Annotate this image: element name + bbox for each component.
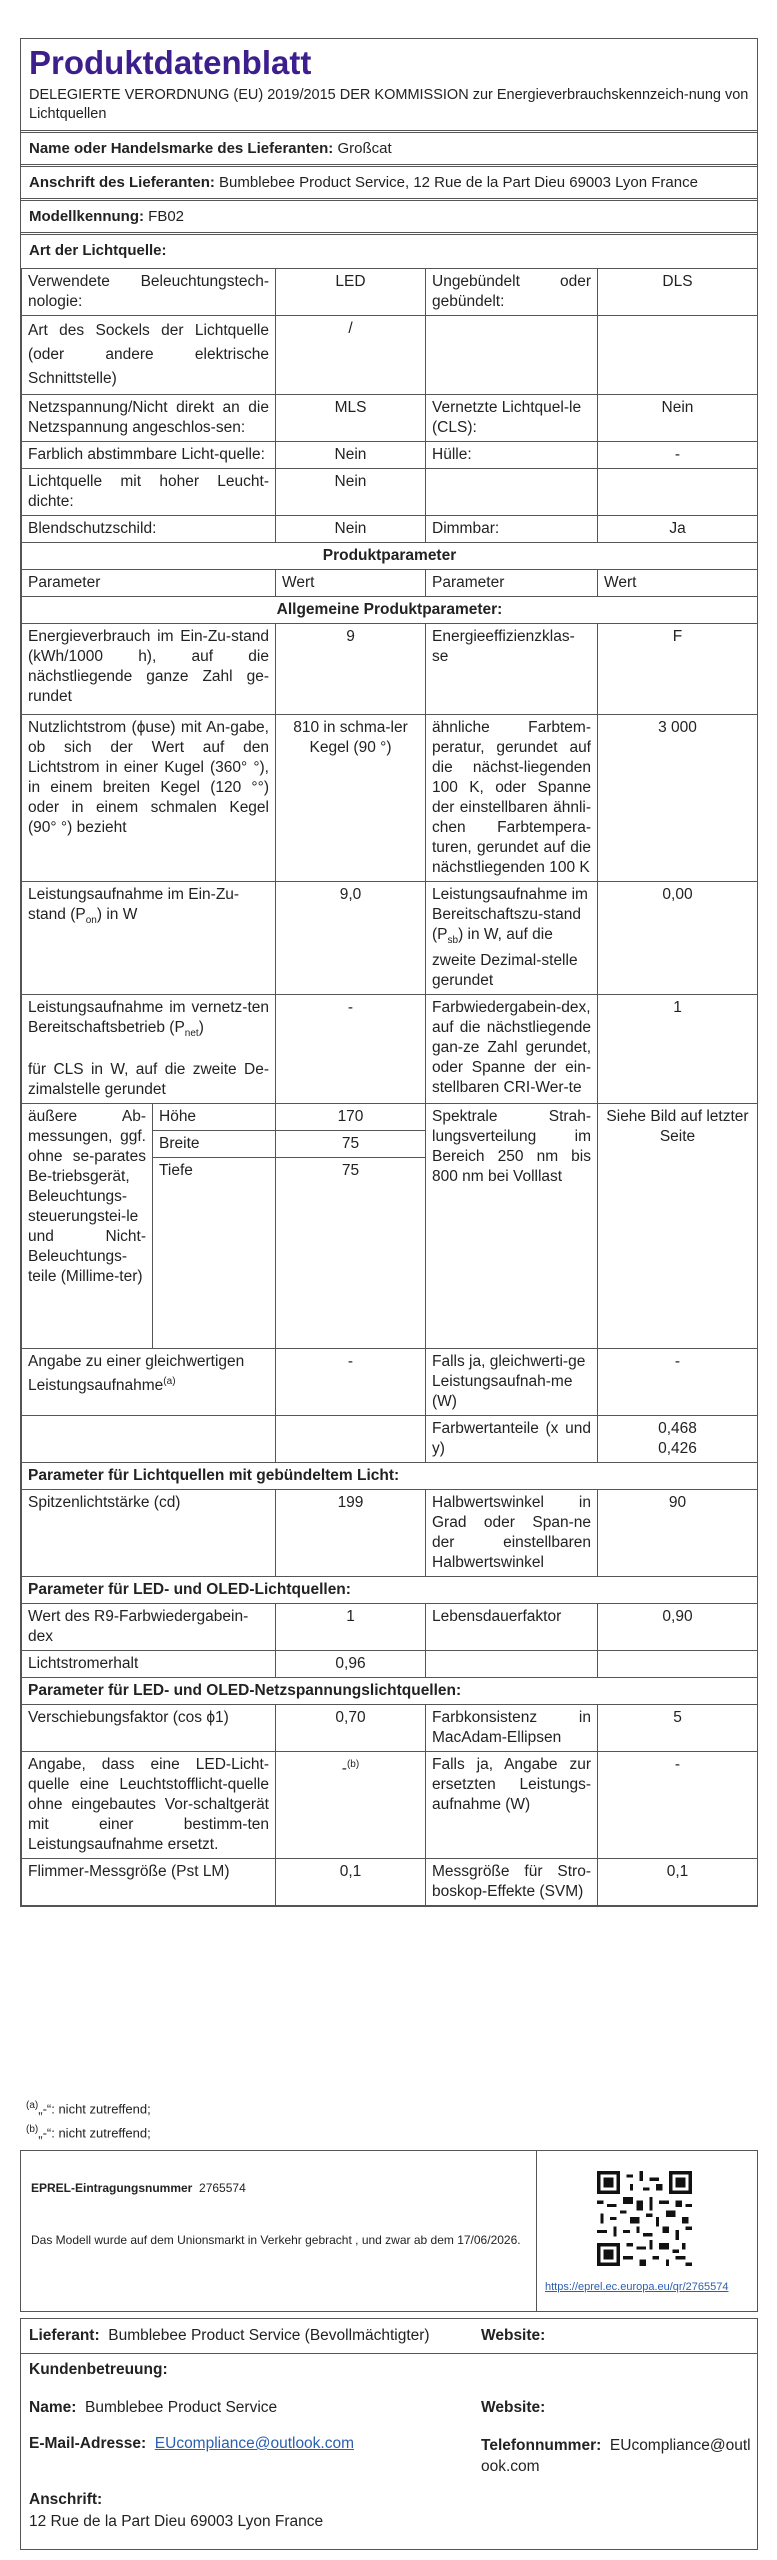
lifetime-value: 0,90 (598, 1604, 758, 1651)
email-label: E-Mail-Adresse: (29, 2435, 147, 2452)
equiv-power-label: Falls ja, gleichwerti-ge Leistungsaufnah-me (W) (426, 1349, 598, 1416)
energy-class-label: Energieeffizienzklas-se (426, 624, 598, 715)
beam-label: Halbwertswinkel in Grad oder Span-ne der einstellbaren Halbwertswinkel (426, 1490, 598, 1577)
pon-tail: ) in W (96, 906, 138, 923)
energy-label: Energieverbrauch im Ein-Zu-stand (kWh/1000 h), auf die nächstliegende ganze Zahl ge-rundet (22, 624, 276, 715)
param-row (22, 1705, 758, 1752)
dls-params-title: Parameter für Lichtquellen mit gebündeltem Licht: (22, 1463, 758, 1490)
cap-type-label: Art des Sockels der Lichtquelle (oder andere elektrische Schnittstelle) (22, 316, 276, 395)
empty-cell (426, 1651, 598, 1678)
param-row (22, 882, 758, 995)
stroboscopic-label: Messgröße für Stro-boskop-Effekte (SVM) (426, 1859, 598, 1906)
type-row (22, 316, 758, 395)
mains-params-title: Parameter für LED- und OLED-Netzspannungslichtquellen: (22, 1678, 758, 1705)
model-label: Modellkennung: (29, 208, 144, 225)
name-row (29, 2399, 277, 2417)
param-row (22, 1651, 758, 1678)
chroma-y: 0,426 (658, 1440, 697, 1458)
empty-cell (598, 1651, 758, 1678)
param-row (22, 624, 758, 715)
glare-shield-label: Blendschutzschild: (22, 516, 276, 543)
address-row (21, 164, 757, 198)
replace-power-value: - (598, 1752, 758, 1859)
page-title: Produktdatenblatt (29, 44, 312, 81)
footnote-b-text: „-“: nicht zutreffend; (38, 2125, 151, 2141)
type-row (22, 395, 758, 442)
replace-sup: (b) (346, 1759, 360, 1771)
footnotes (26, 2095, 151, 2144)
lumen-maint-label: Lichtstromerhalt (22, 1651, 276, 1678)
header-value: Wert (598, 570, 758, 597)
stroboscopic-value: 0,1 (598, 1859, 758, 1906)
model-row (21, 198, 757, 232)
param-row (22, 1490, 758, 1577)
type-table (21, 268, 758, 1906)
pon-label-text: Leistungsaufnahme im Ein-Zu-stand (P (28, 886, 240, 923)
macadam-label: Farbkonsistenz in MacAdam-Ellipsen (426, 1705, 598, 1752)
replace-value (276, 1752, 426, 1859)
param-row (22, 1104, 758, 1349)
brand-row (21, 130, 757, 164)
param-row (22, 995, 758, 1104)
param-row (22, 1604, 758, 1651)
eprel-label: EPREL-Eintragungsnummer (31, 2181, 193, 2195)
glare-shield-value: Nein (276, 516, 426, 543)
param-row (22, 1349, 758, 1416)
divider (21, 2353, 757, 2354)
footnote-a-mark: (a) (26, 2100, 39, 2111)
chroma-label: Farbwertanteile (x und y) (426, 1416, 598, 1463)
email-link[interactable]: EUcompliance@outlook.com (154, 2435, 355, 2452)
eprel-box (20, 2150, 758, 2312)
equiv-label-text: Angabe zu einer gleichwertigen Leistungsaufnahme (28, 1353, 245, 1395)
dimmable-label: Dimmbar: (426, 516, 598, 543)
replace-value-text: - (341, 1760, 347, 1778)
eprel-market-text: Das Modell wurde auf dem Unionsmarkt in Verkehr gebracht , und zwar ab dem 17/06/2026. (31, 2233, 521, 2247)
psb-sub: sb (447, 935, 459, 947)
pnet-label (22, 995, 276, 1104)
cap-type-value: / (276, 316, 426, 395)
param-row (22, 715, 758, 882)
equiv-value: - (276, 1349, 426, 1416)
customer-service-label: Kundenbetreuung: (29, 2361, 168, 2378)
psb-label-text: Leistungsaufnahme im Bereitschaftszu-stand (P (432, 886, 588, 943)
flux-label: Nutzlichtstrom (ϕuse) mit An-gabe, ob sich der Wert auf den Lichtstrom in einer Kugel (360° °), in einem breiten Kegel (120 °°) oder in einem schmalen Kegel (90° °) bezieht (22, 715, 276, 882)
flicker-value: 0,1 (276, 1859, 426, 1906)
high-luminance-label: Lichtquelle mit hoher Leucht-dichte: (22, 469, 276, 516)
footnote-b (26, 2119, 151, 2143)
eprel-info (31, 2181, 551, 2250)
psb-tail: ) in W, auf die zweite Dezimal-stelle gerundet (432, 926, 578, 990)
dim-width-value: 75 (276, 1131, 425, 1158)
section-row (22, 597, 758, 624)
phone-row (481, 2435, 751, 2477)
chroma-x: 0,468 (658, 1420, 697, 1438)
dims-values-cell (276, 1104, 426, 1349)
name-label: Name: (29, 2399, 77, 2416)
address-label: Anschrift: (29, 2491, 103, 2508)
phone-label: Telefonnummer: (481, 2437, 602, 2454)
flicker-label: Flimmer-Messgröße (Pst LM) (22, 1859, 276, 1906)
pon-sub: on (85, 915, 97, 927)
type-row (22, 442, 758, 469)
header-value: Wert (276, 570, 426, 597)
lifetime-label: Lebensdauerfaktor (426, 1604, 598, 1651)
param-row (22, 1859, 758, 1906)
eprel-number: 2765574 (199, 2181, 246, 2195)
eprel-link[interactable]: https://eprel.ec.europa.eu/qr/2765574 (545, 2281, 729, 2293)
footnote-b-mark: (b) (26, 2124, 39, 2136)
dims-cell (22, 1104, 276, 1349)
empty-cell (598, 469, 758, 516)
qr-code-icon (597, 2171, 692, 2266)
equiv-sup: (a) (163, 1376, 176, 1388)
section-row (22, 1678, 758, 1705)
high-luminance-value: Nein (276, 469, 426, 516)
beam-value: 90 (598, 1490, 758, 1577)
param-row (22, 1752, 758, 1859)
dim-width-label: Breite (153, 1131, 275, 1158)
model-value: FB02 (148, 208, 185, 225)
empty-cell (426, 316, 598, 395)
address-value: 12 Rue de la Part Dieu 69003 Lyon France (29, 2513, 324, 2530)
dims-label: äußere Ab-messungen, ggf. ohne se-parates Be-triebsgerät, Beleuchtungs-steuerungstei-le und Nicht-Beleuchtungs-teile (Millime-ter) (22, 1104, 153, 1348)
mains-value: MLS (276, 395, 426, 442)
dpf-label: Verschiebungsfaktor (cos ϕ1) (22, 1705, 276, 1752)
type-row (22, 469, 758, 516)
supplier-row (29, 2327, 430, 2345)
psb-value: 0,00 (598, 882, 758, 995)
energy-value: 9 (276, 624, 426, 715)
pnet-label-text: Leistungsaufnahme im vernetz-ten Bereitschaftsbetrieb (P (28, 999, 269, 1037)
pnet-value: - (276, 995, 426, 1104)
address-value: Bumblebee Product Service, 12 Rue de la Part Dieu 69003 Lyon France (219, 174, 698, 191)
empty-cell (598, 316, 758, 395)
general-params-title: Allgemeine Produktparameter: (22, 597, 758, 624)
empty-cell (426, 469, 598, 516)
supplier-value: Bumblebee Product Service (Bevollmächtigter) (108, 2327, 430, 2344)
cls-value: Nein (598, 395, 758, 442)
footnote-a-text: „-“: nicht zutreffend; (38, 2101, 151, 2117)
directional-value: DLS (598, 269, 758, 316)
directional-label: Ungebündelt oder gebündelt: (426, 269, 598, 316)
macadam-value: 5 (598, 1705, 758, 1752)
regulation-text: DELEGIERTE VERORDNUNG (EU) 2019/2015 DER KOMMISSION zur Energieverbrauchskennzeich-nung von Lichtquellen (29, 87, 749, 122)
param-row (22, 1416, 758, 1463)
spd-value: Siehe Bild auf letzter Seite (598, 1104, 758, 1349)
footnote-a (26, 2095, 151, 2119)
peak-label: Spitzenlichtstärke (cd) (22, 1490, 276, 1577)
sheet-frame (20, 38, 758, 1907)
pnet-sub: net (184, 1028, 199, 1040)
cls-label: Vernetzte Lichtquel-le (CLS): (426, 395, 598, 442)
tunable-label: Farblich abstimmbare Licht-quelle: (22, 442, 276, 469)
dim-height-value: 170 (276, 1104, 425, 1131)
cct-label: ähnliche Farbtem-peratur, gerundet auf die nächst-liegenden 100 K, oder Spanne der einstellbaren ähnli-chen Farbtempera-turen, gerundet auf die nächstliegenden 100 K (426, 715, 598, 882)
dimmable-value: Ja (598, 516, 758, 543)
psb-label (426, 882, 598, 995)
equiv-power-value: - (598, 1349, 758, 1416)
eprel-number-row (31, 2181, 551, 2195)
lumen-maint-value: 0,96 (276, 1651, 426, 1678)
type-heading: Art der Lichtquelle: (21, 232, 757, 268)
website-label: Website: (481, 2327, 546, 2344)
r9-value: 1 (276, 1604, 426, 1651)
replace-power-label: Falls ja, Angabe zur ersetzten Leistungs-aufnahme (W) (426, 1752, 598, 1859)
envelope-value: - (598, 442, 758, 469)
pnet-tail: ) (198, 1019, 204, 1037)
phone-value: EUcompliance@outlook.com (481, 2437, 751, 2475)
pon-label (22, 882, 276, 995)
tunable-value: Nein (276, 442, 426, 469)
header-param: Parameter (22, 570, 276, 597)
empty-cell (22, 1416, 276, 1463)
section-row (22, 543, 758, 570)
dpf-value: 0,70 (276, 1705, 426, 1752)
brand-value: Großcat (337, 140, 392, 157)
section-row (22, 1463, 758, 1490)
pnet-label-2: für CLS in W, auf die zweite De-zimalstelle gerundet (28, 1061, 269, 1099)
cri-label: Farbwiedergabein-dex, auf die nächstliegende gan-ze Zahl gerundet, oder Spanne der ein-stellbaren CRI-Wer-te (426, 995, 598, 1104)
dim-depth-label: Tiefe (159, 1162, 193, 1180)
email-row (29, 2435, 354, 2453)
header-param: Parameter (426, 570, 598, 597)
brand-label: Name oder Handelsmarke des Lieferanten: (29, 140, 334, 157)
cri-value: 1 (598, 995, 758, 1104)
lighting-tech-value: LED (276, 269, 426, 316)
dim-depth-value: 75 (341, 1162, 360, 1180)
spd-label: Spektrale Strah-lungsverteilung im Bereich 250 nm bis 800 nm bei Volllast (426, 1104, 598, 1349)
equiv-label (22, 1349, 276, 1416)
supplier-label: Lieferant: (29, 2327, 100, 2344)
energy-class-value: F (598, 624, 758, 715)
led-params-title: Parameter für LED- und OLED-Lichtquellen: (22, 1577, 758, 1604)
website2-label: Website: (481, 2399, 546, 2416)
chroma-value (598, 1416, 758, 1463)
type-row (22, 269, 758, 316)
section-row (22, 1577, 758, 1604)
mains-label: Netzspannung/Nicht direkt an die Netzspannung angeschlos-sen: (22, 395, 276, 442)
address-label: Anschrift des Lieferanten: (29, 174, 215, 191)
header-row (22, 570, 758, 597)
empty-cell (276, 1416, 426, 1463)
peak-value: 199 (276, 1490, 426, 1577)
flux-value: 810 in schma-ler Kegel (90 °) (276, 715, 426, 882)
dim-height-label: Höhe (153, 1104, 275, 1131)
name-value: Bumblebee Product Service (85, 2399, 278, 2416)
contact-box (20, 2318, 758, 2550)
qr-panel (536, 2151, 757, 2311)
lighting-tech-label: Verwendete Beleuchtungstech-nologie: (22, 269, 276, 316)
type-row (22, 516, 758, 543)
envelope-label: Hülle: (426, 442, 598, 469)
r9-label: Wert des R9-Farbwiedergabein-dex (22, 1604, 276, 1651)
replace-label: Angabe, dass eine LED-Licht-quelle eine Leuchtstofflicht-quelle ohne eingebautes Vor-schaltgerät mit einer bestimm-ten Leistungsaufnahme ersetzt. (22, 1752, 276, 1859)
cct-value: 3 000 (598, 715, 758, 882)
pon-value: 9,0 (276, 882, 426, 995)
product-params-title: Produktparameter (22, 543, 758, 570)
